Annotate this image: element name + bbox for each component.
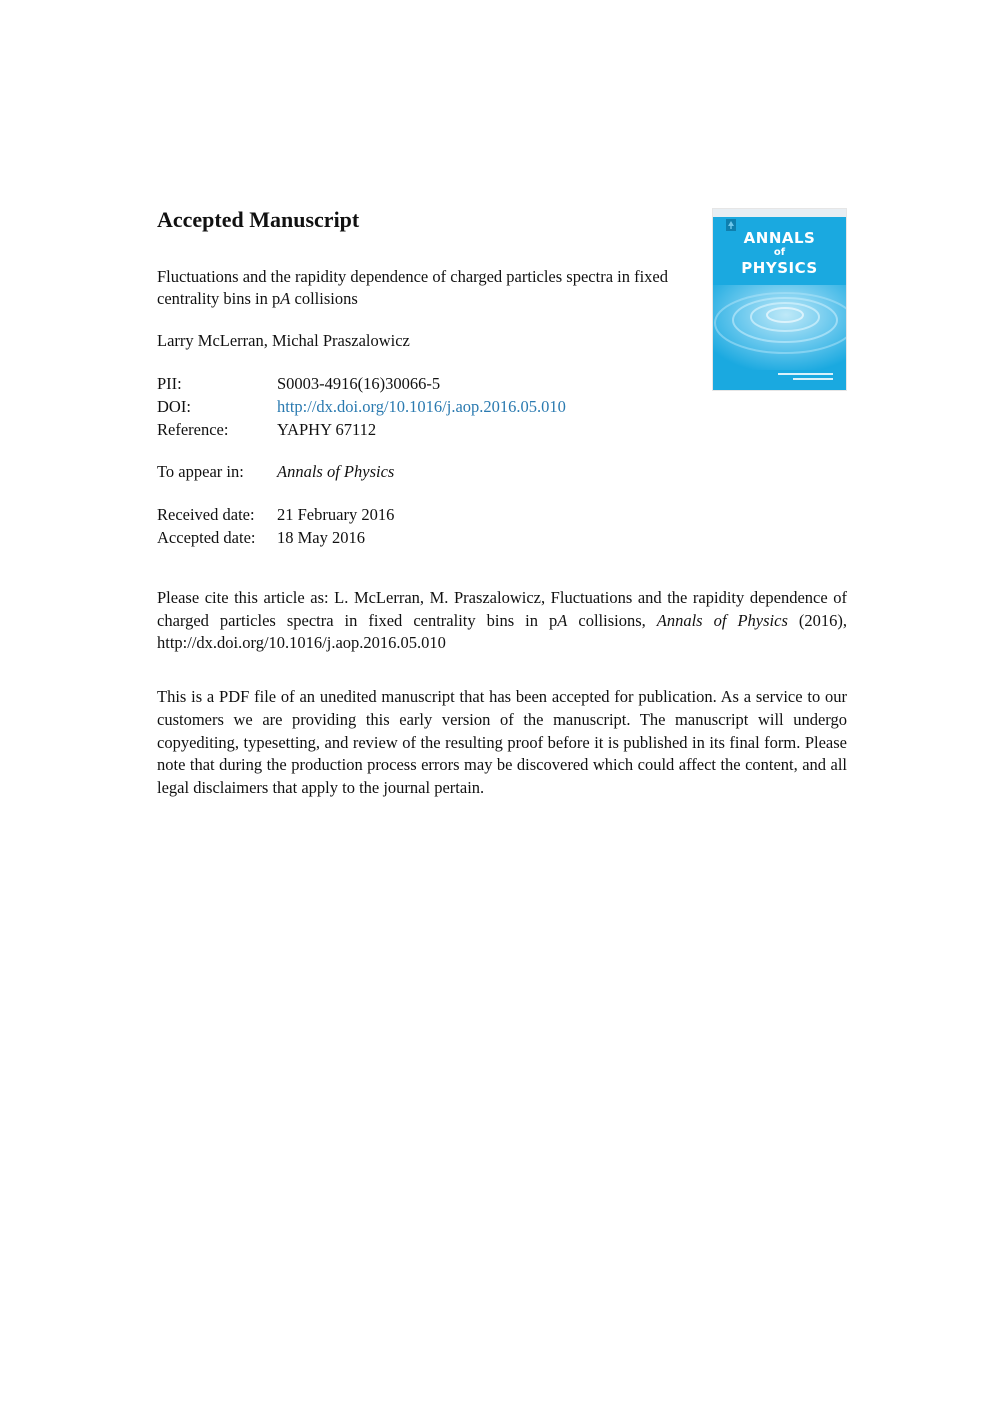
received-label: Received date: — [157, 505, 255, 524]
appear-row — [157, 460, 394, 483]
reference-label: Reference: — [157, 420, 229, 439]
cite-text-3: (2016), http://dx.doi.org/10.1016/j.aop.2016.05.010 — [157, 610, 848, 652]
article-title-text-2: collisions — [290, 289, 358, 308]
pii-label: PII: — [157, 374, 182, 393]
doi-label: DOI: — [157, 397, 191, 416]
cite-text-1: Please cite this article as: L. McLerran, M. Praszalowicz, Fluctuations and the rapidity dependence of charged particles spectra in fixed centrality bins in p — [157, 588, 847, 630]
cover-footer-line — [778, 373, 833, 375]
accepted-row — [157, 526, 394, 549]
cite-journal: Annals of Physics — [656, 610, 788, 630]
cover-title-line-3: PHYSICS — [741, 259, 818, 277]
accepted-label: Accepted date: — [157, 528, 256, 547]
reference-row — [157, 418, 566, 441]
appear-label: To appear in: — [157, 462, 244, 481]
appear-value: Annals of Physics — [277, 462, 395, 481]
cover-top-strip — [713, 209, 846, 217]
page-heading: Accepted Manuscript — [157, 207, 360, 232]
cite-text-2: collisions, — [567, 610, 657, 630]
dates-table — [157, 503, 394, 549]
received-row — [157, 503, 394, 526]
cover-footer-line — [793, 378, 833, 380]
cover-title-line-2: of — [773, 247, 786, 258]
cover-ripple-art — [713, 285, 846, 370]
pii-row — [157, 372, 566, 395]
reference-value: YAPHY 67112 — [277, 420, 377, 439]
citation-paragraph — [157, 587, 847, 655]
journal-table — [157, 460, 394, 483]
article-title-italic: A — [280, 289, 291, 308]
article-title-text-1: Fluctuations and the rapidity dependence of charged particles spectra in fixed centrality bins in p — [157, 267, 669, 308]
article-authors: Larry McLerran, Michal Praszalowicz — [157, 331, 410, 350]
cite-italic-a: A — [557, 610, 568, 630]
article-title — [157, 266, 677, 310]
doi-row — [157, 395, 566, 418]
journal-cover-image — [713, 209, 846, 390]
notice-paragraph: This is a PDF file of an unedited manuscript that has been accepted for publication. As a service to our customers we are providing this early version of the manuscript. The manuscript will undergo copyediting, typesetting, and review of the resulting proof before it is published in its final form. Please note that during the production process errors may be discovered which could affect the content, and all legal disclaimers that apply to the journal pertain. — [157, 687, 847, 798]
received-value: 21 February 2016 — [277, 505, 395, 524]
cover-title-line-1: ANNALS — [743, 229, 816, 247]
identifier-table — [157, 372, 566, 441]
pii-value: S0003-4916(16)30066-5 — [277, 374, 441, 393]
accepted-value: 18 May 2016 — [277, 528, 365, 547]
doi-link[interactable]: http://dx.doi.org/10.1016/j.aop.2016.05.010 — [277, 397, 566, 416]
